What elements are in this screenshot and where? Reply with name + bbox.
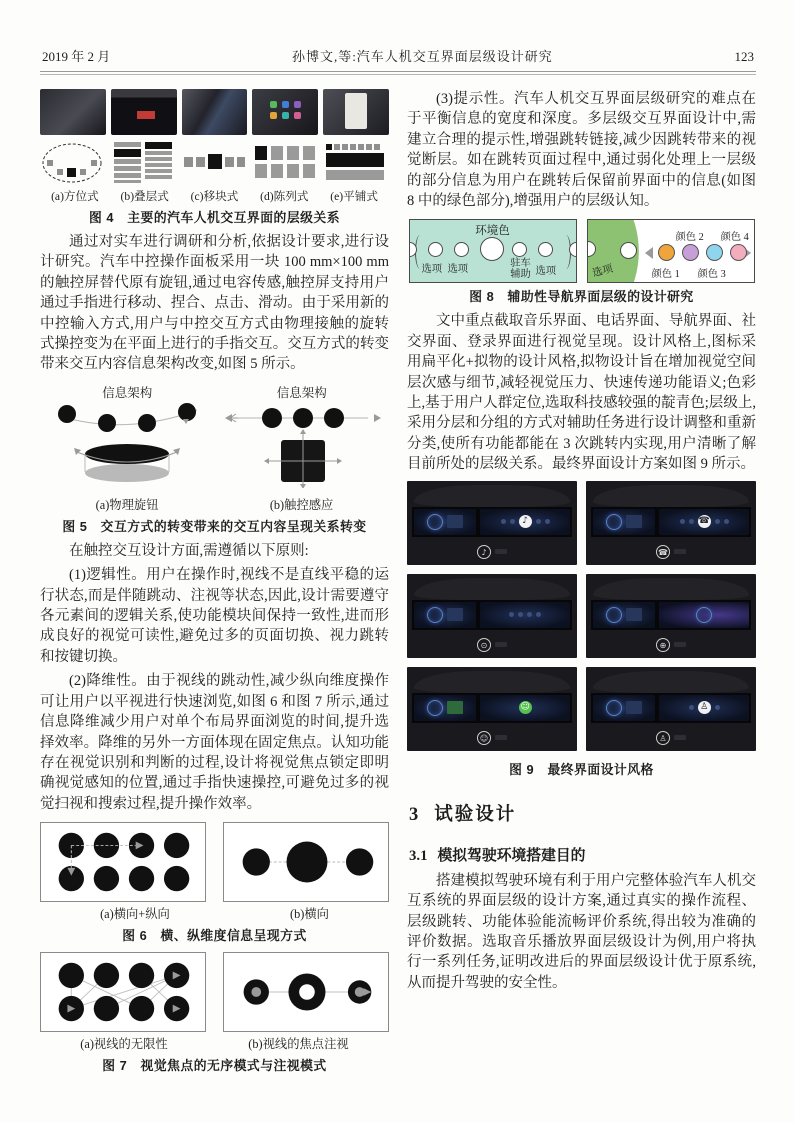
ambient-color-label: 环境色 [475, 225, 510, 238]
header-rule [40, 71, 756, 75]
option-circle-icon [428, 242, 443, 257]
color2-swatch [682, 244, 699, 261]
dashboard-photo-d [252, 89, 318, 135]
user-icon: ♙ [656, 731, 670, 745]
option-label-parking: 驻车辅助 [510, 258, 531, 281]
figure7-caption: 图 7 视觉焦点的无序模式与注视模式 [102, 1058, 327, 1074]
unordered-gaze-diagram [40, 952, 206, 1032]
dashboard-photo-c [182, 89, 248, 135]
fig9-music-dashboard [407, 481, 577, 565]
fig9-phone-dashboard [586, 481, 756, 565]
fig4-label-d: (d)陈列式 [260, 190, 309, 203]
option-label: 选项 [421, 264, 443, 276]
fig7-label-b: (b)视线的焦点注视 [248, 1037, 349, 1052]
fig4-label-c: (c)移块式 [190, 190, 239, 203]
fig5-arch-label-a: 信息架构 [102, 385, 153, 400]
section-3-1-title: 模拟驾驶环境搭建目的 [437, 847, 586, 864]
fig9-login-dashboard [586, 667, 756, 751]
phone-icon: ☎ [656, 545, 670, 559]
car-hood-shape [414, 578, 570, 600]
page-number: 123 [734, 49, 754, 64]
dashboard-photo-e [323, 89, 389, 135]
layout-schematic-stacked [111, 139, 175, 185]
car-hood-shape [593, 671, 749, 693]
section-3-title: 试验设计 [434, 804, 517, 825]
user-icon: ♙ [698, 701, 711, 714]
figure9 [407, 481, 756, 778]
paragraph-7: 搭建模拟驾驶环境有利于用户完整体验汽车人机交互系统的界面层级的设计方案,通过真实的操作流程、层级跳转、功能体验能流畅评价系统,得出较为准确的评价数据。选取音乐播放界面层级设计为例,用户将执行一系列任务,证明改进后的界面层级设计优于原系统,从而提升驾驶的安全性。 [407, 872, 756, 991]
knob-architecture-icon [47, 402, 207, 488]
fig5-label-b: (b)触控感应 [269, 497, 334, 512]
color1-label: 颜色 1 [651, 269, 680, 281]
fig5-arch-label-b: 信息架构 [276, 385, 327, 400]
color1-swatch [658, 244, 675, 261]
section-3-heading [409, 800, 756, 826]
paragraph-6: 文中重点截取音乐界面、电话界面、导航界面、社交界面、登录界面进行视觉呈现。设计风格上,图标采用扁平化+拟物的设计风格,拟物设计旨在增加视觉空间层次感与细节,减轻视觉压力、快速传递功能语义;色彩上,基于用户人群定位,选取科技感较强的靛青色;层级上,采用分层和分组的方式对辅助任务进行设计调整和重新分类,使所有功能都能在 3 次跳转内实现,用户清晰了解目前所处的层级关系。最终界面设计方案如图 9 所示。 [407, 313, 756, 473]
header-date: 2019 年 2 月 [42, 49, 111, 64]
figure9-caption: 图 9 最终界面设计风格 [509, 761, 654, 777]
layout-schematic-grid [252, 139, 316, 185]
gauge-icon [606, 700, 622, 716]
touch-architecture-icon [222, 402, 382, 488]
section-3-1-number: 3.1 [409, 847, 428, 864]
horizontal-diagram [223, 822, 389, 902]
layout-schematic-radial [40, 139, 104, 185]
option-circle-icon [538, 242, 553, 257]
figure5-caption: 图 5 交互方式的转变带来的交互内容呈现关系转变 [62, 518, 367, 534]
figure6 [40, 822, 389, 944]
car-hood-shape [414, 485, 570, 507]
fig8-color-panel [587, 219, 755, 283]
option-label: 选项 [447, 264, 469, 276]
music-icon: ♪ [477, 545, 491, 559]
layout-schematic-sliding [182, 139, 246, 185]
steering-wheel-icon: ⊕ [656, 638, 670, 652]
color4-swatch [730, 244, 747, 261]
fig6-label-a: (a)横向+纵向 [100, 907, 170, 922]
figure8-caption: 图 8 辅助性导航界面层级的设计研究 [469, 289, 694, 305]
gauge-icon [427, 607, 443, 623]
focus-gaze-diagram [223, 952, 389, 1032]
horizontal-vertical-diagram [40, 822, 206, 902]
steering-wheel-icon [696, 607, 712, 623]
side-option-label: 选项 [590, 264, 614, 280]
paragraph-2: 在触控交互设计方面,需遵循以下原则: [69, 542, 309, 559]
figure7 [40, 952, 389, 1074]
figure4-photos [40, 89, 389, 135]
layout-schematic-flat [323, 139, 387, 185]
header-running-title: 孙博文,等:汽车人机交互界面层级设计研究 [291, 49, 553, 64]
color3-label: 颜色 3 [697, 269, 726, 281]
option-circle-icon [512, 242, 527, 257]
fig7-label-a: (a)视线的无限性 [80, 1037, 168, 1052]
fig6-label-b: (b)横向 [289, 907, 329, 922]
fig9-vehicle-dashboard [586, 574, 756, 658]
figure4-labels [40, 188, 389, 204]
fig4-label-e: (e)平铺式 [330, 190, 378, 203]
section-3-1-heading [409, 844, 756, 865]
dashboard-photo-a [40, 89, 106, 135]
fig8-ambient-panel [409, 219, 577, 283]
fig9-navigation-dashboard [407, 574, 577, 658]
option-label: 选项 [535, 266, 557, 278]
prev-arrow-icon [645, 247, 653, 259]
option-circle-icon [454, 242, 469, 257]
figure4-caption: 图 4 主要的汽车人机交互界面的层级关系 [88, 210, 341, 225]
section-3-number: 3 [409, 804, 421, 825]
car-hood-shape [593, 578, 749, 600]
gauge-icon [427, 514, 443, 530]
fig5-touch-diagram [222, 383, 382, 493]
paragraph-3: (1)逻辑性。用户在操作时,视线不是直线平稳的运行状态,而是伴随跳动、注视等状态,因此,设计需要遵守各元素间的逻辑关系,使功能模块间保持一致性,进而形成良好的视觉可读性,避免过多的页面切换、视力跳转和按键切换。 [40, 567, 389, 665]
figure4 [40, 89, 389, 226]
car-hood-shape [593, 485, 749, 507]
figure6-caption: 图 6 横、纵维度信息呈现方式 [122, 928, 307, 944]
paragraph-1: 通过对实车进行调研和分析,依据设计要求,进行设计研究。汽车中控操作面板采用一块 100 mm×100 mm 的触控屏替代原有旋钮,通过电容传感,触控屏支持用户通过手指进行移动、捏合、点击、滑动。由于采用新的中控输入方式,用户与中控交互方式由物理接触的旋转式操控变为在平面上进行的手指交互。交互方式的转变带来交互内容信息架构改变,如图 5 所示。 [40, 234, 389, 373]
fig4-label-a: (a)方位式 [51, 190, 99, 203]
option-circle-icon [620, 242, 637, 259]
right-column [407, 89, 756, 1080]
paragraph-4: (2)降维性。由于视线的跳动性,减少纵向维度操作可让用户以平视进行快速浏览,如图 6 和图 7 所示,通过信息降维减少用户对单个布局界面浏览的时间,提升选择效率。降维的另外一方面体现在固定焦点。认知功能存在视觉识别和判断的过程,设计将视觉焦点锁定即明确视觉感知的位置,通过手指快速操控,可避免过多的视觉扫视和搜索过程,提升操作效率。 [40, 673, 389, 812]
color2-label: 颜色 2 [675, 232, 704, 244]
fig9-social-dashboard [407, 667, 577, 751]
color4-label: 颜色 4 [720, 232, 749, 244]
chat-icon: ☺ [520, 702, 530, 713]
paragraph-5: (3)提示性。汽车人机交互界面层级研究的难点在于平衡信息的宽度和深度。多层级交互界面设计中,需建立合理的提示性,增强跳转链接,减少因跳转带来的视觉断层。如在跳转页面过程中,通过弱化处理上一层级的部分信息为用户在跳转后保留前界面中的信息(如图 8 中的绿色部分),增强用户的层级认知。 [407, 91, 756, 210]
fig5-knob-diagram [47, 383, 207, 493]
chat-icon: ☺ [477, 731, 491, 745]
left-column [40, 89, 389, 1080]
figure4-schematics [40, 135, 389, 185]
gauge-icon [427, 700, 443, 716]
phone-icon: ☎ [698, 516, 710, 527]
color3-swatch [706, 244, 723, 261]
fig4-label-b: (b)叠层式 [120, 190, 169, 203]
figure5 [40, 383, 389, 535]
car-hood-shape [414, 671, 570, 693]
figure8 [407, 219, 756, 305]
focus-circle-icon [480, 237, 504, 261]
gauge-icon [606, 514, 622, 530]
page-header [40, 46, 756, 71]
navigation-icon: ⊙ [477, 638, 491, 652]
music-icon: ♪ [519, 515, 532, 528]
dashboard-photo-b [111, 89, 177, 135]
gauge-icon [606, 607, 622, 623]
fig5-label-a: (a)物理旋钮 [95, 497, 159, 512]
